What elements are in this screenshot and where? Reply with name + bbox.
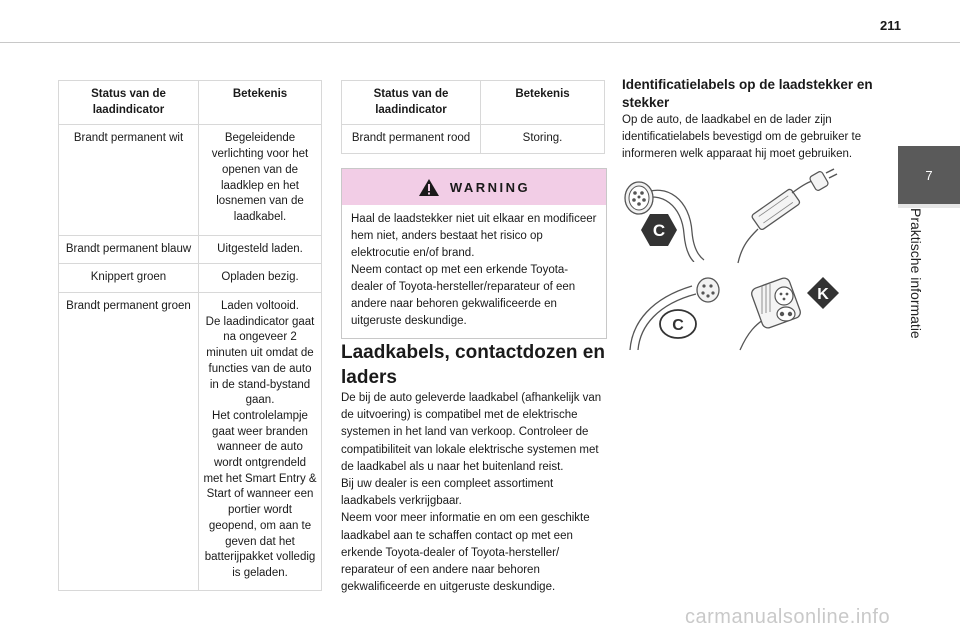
table-row [59,264,322,293]
hexagon-label-letter: C [652,221,666,240]
watermark: carmanualsonline.info [685,606,891,628]
circle-label-letter: C [672,317,684,334]
circle-label-icon [658,308,698,340]
table-cell-status: Brandt permanent blauw [59,235,199,264]
status-table-2 [341,80,605,154]
warning-header [342,169,606,205]
section-paragraph: De bij de auto geleverde laadkabel (afhankelijk van de uitvoering) is compatibel met de elektrische systemen in het land van verkoop. Controleer de compatibiliteit van lokale elektrische systemen met de laadkabel als u naar het buitenland reist. Bij uw dealer is een compleet assortiment laadkabels verkrijgbaar. Neem voor meer informatie en om een geschikte laadkabel aan te schaffen contact op met een erkende Toyota-dealer of Toyota-hersteller/ reparateur of een andere naar behoren gekwalificeerde en uitgeruste deskundige. [341,392,602,594]
table-row [59,235,322,264]
hexagon-label-icon [640,212,678,248]
table-row [59,125,322,235]
chapter-tab[interactable] [898,146,960,204]
table-header-meaning: Betekenis [481,81,605,125]
table-header-row [59,81,322,125]
table-cell-meaning: Begeleidende verlichting voor het openen van de laadklep en het losnemen van de laadkabel. [199,125,322,235]
table-cell-status: Brandt permanent groen [59,293,199,591]
section-heading: Laadkabels, contactdozen en laders [341,342,605,388]
status-table-1 [58,80,322,591]
page-number: 211 [880,18,901,33]
table-header-status: Status van de laadindicator [342,81,481,125]
table-header-status: Status van de laadindicator [59,81,199,125]
table-header-row [342,81,605,125]
identification-paragraph: Op de auto, de laadkabel en de lader zijn identificatielabels bevestigd om de gebruiker te informeren welk apparaat hij moet gebruiken. [622,114,862,161]
warning-box [341,168,607,339]
diamond-label-letter: K [817,286,829,303]
charging-cable-illustration [730,165,840,265]
table-cell-meaning: Opladen bezig. [199,264,322,293]
table-cell-meaning: Uitgesteld laden. [199,235,322,264]
table-cell-status: Knippert groen [59,264,199,293]
table-header-meaning: Betekenis [199,81,322,125]
chapter-number: 7 [925,167,933,183]
diamond-label-icon [806,276,840,310]
table-cell-status: Brandt permanent wit [59,125,199,235]
identification-heading: Identificatielabels op de laadstekker en stekker [622,77,873,110]
warning-title: WARNING [449,179,531,195]
table-row [59,293,322,591]
table-cell-meaning: Laden voltooid. De laadindicator gaat na ongeveer 2 minuten uit omdat de functies van de auto in de stand-bystand gaan. Het controlelampje gaat weer branden wanneer de auto wordt ontgrendeld met het Smart Entry & Start of wanneer een portier wordt geopend, om aan te geven dat het batterijpakket volledig is geladen. [199,293,322,591]
warning-triangle-icon [418,178,440,197]
table-cell-meaning: Storing. [481,125,605,154]
warning-text: Haal de laadstekker niet uit elkaar en modificeer hem niet, anders bestaat het risico op elektrocutie en/of brand. Neem contact op met een erkende Toyota-dealer of Toyota-hersteller/reparateur of een andere naar behoren gekwalificeerde en uitgeruste deskundige. [351,213,597,327]
table-row [342,125,605,154]
header-rule [0,42,960,43]
table-cell-status: Brandt permanent rood [342,125,481,154]
chapter-title: Praktische informatie [908,208,924,339]
